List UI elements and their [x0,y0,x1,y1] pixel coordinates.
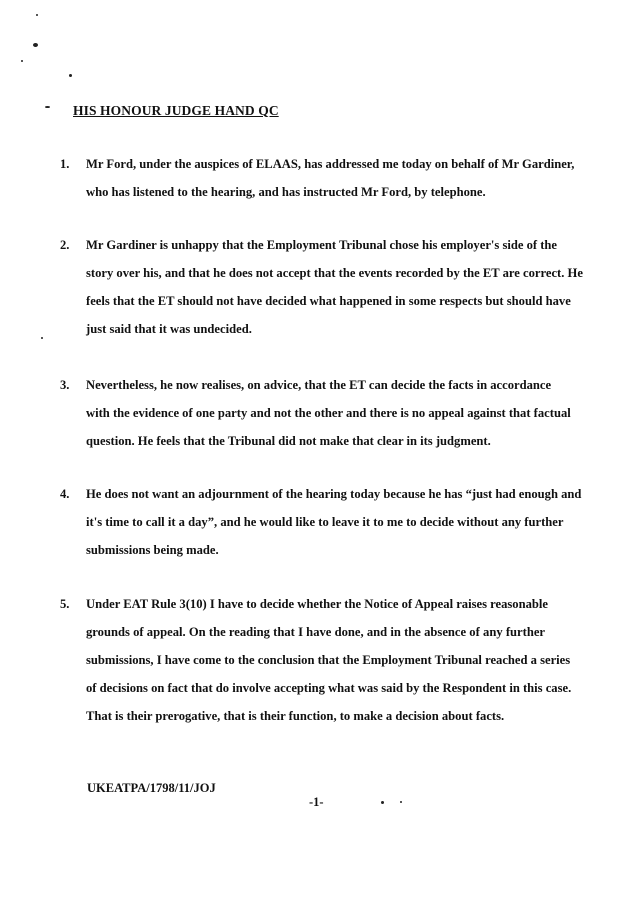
paragraph-line: Mr Ford, under the auspices of ELAAS, has addressed me today on behalf of Mr Gardiner, [86,157,575,171]
case-reference: UKEATPA/1798/11/JOJ [87,781,216,795]
paragraph-line: submissions, I have come to the conclusion that the Employment Tribunal reached a series [86,653,571,667]
paragraph-line: grounds of appeal. On the reading that I have done, and in the absence of any further [86,625,545,639]
scan-speck [381,801,384,804]
scan-speck [33,43,38,47]
scan-speck [45,106,50,108]
paragraph-line: He does not want an adjournment of the hearing today because he has “just had enough and [86,487,582,501]
scan-speck [69,74,72,77]
paragraph-number: 3. [60,378,70,392]
paragraph-line: feels that the ET should not have decided what happened in some respects but should have [86,294,571,308]
paragraph-line: just said that it was undecided. [86,322,252,336]
paragraph-number: 5. [60,597,70,611]
paragraph-line: story over his, and that he does not accept that the events recorded by the ET are correct. He [86,266,583,280]
paragraph-number: 2. [60,238,70,252]
page-number: -1- [309,795,324,809]
paragraph-number: 1. [60,157,70,171]
judge-heading: HIS HONOUR JUDGE HAND QC [73,103,279,118]
scan-speck [41,337,43,339]
paragraph-line: submissions being made. [86,543,219,557]
paragraph-line: of decisions on fact that do involve accepting what was said by the Respondent in this case. [86,681,572,695]
scan-speck [400,801,402,803]
paragraph-number: 4. [60,487,70,501]
paragraph-line: who has listened to the hearing, and has instructed Mr Ford, by telephone. [86,185,486,199]
paragraph-line: question. He feels that the Tribunal did not make that clear in its judgment. [86,434,491,448]
scan-speck [21,60,23,62]
paragraph-line: Nevertheless, he now realises, on advice, that the ET can decide the facts in accordance [86,378,552,392]
paragraph-line: with the evidence of one party and not the other and there is no appeal against that factual [86,406,571,420]
scan-speck [36,14,38,16]
paragraph-line: it's time to call it a day”, and he would like to leave it to me to decide without any further [86,515,564,529]
paragraph-line: That is their prerogative, that is their function, to make a decision about facts. [86,709,505,723]
paragraph-line: Under EAT Rule 3(10) I have to decide whether the Notice of Appeal raises reasonable [86,597,548,611]
paragraph-line: Mr Gardiner is unhappy that the Employment Tribunal chose his employer's side of the [86,238,558,252]
